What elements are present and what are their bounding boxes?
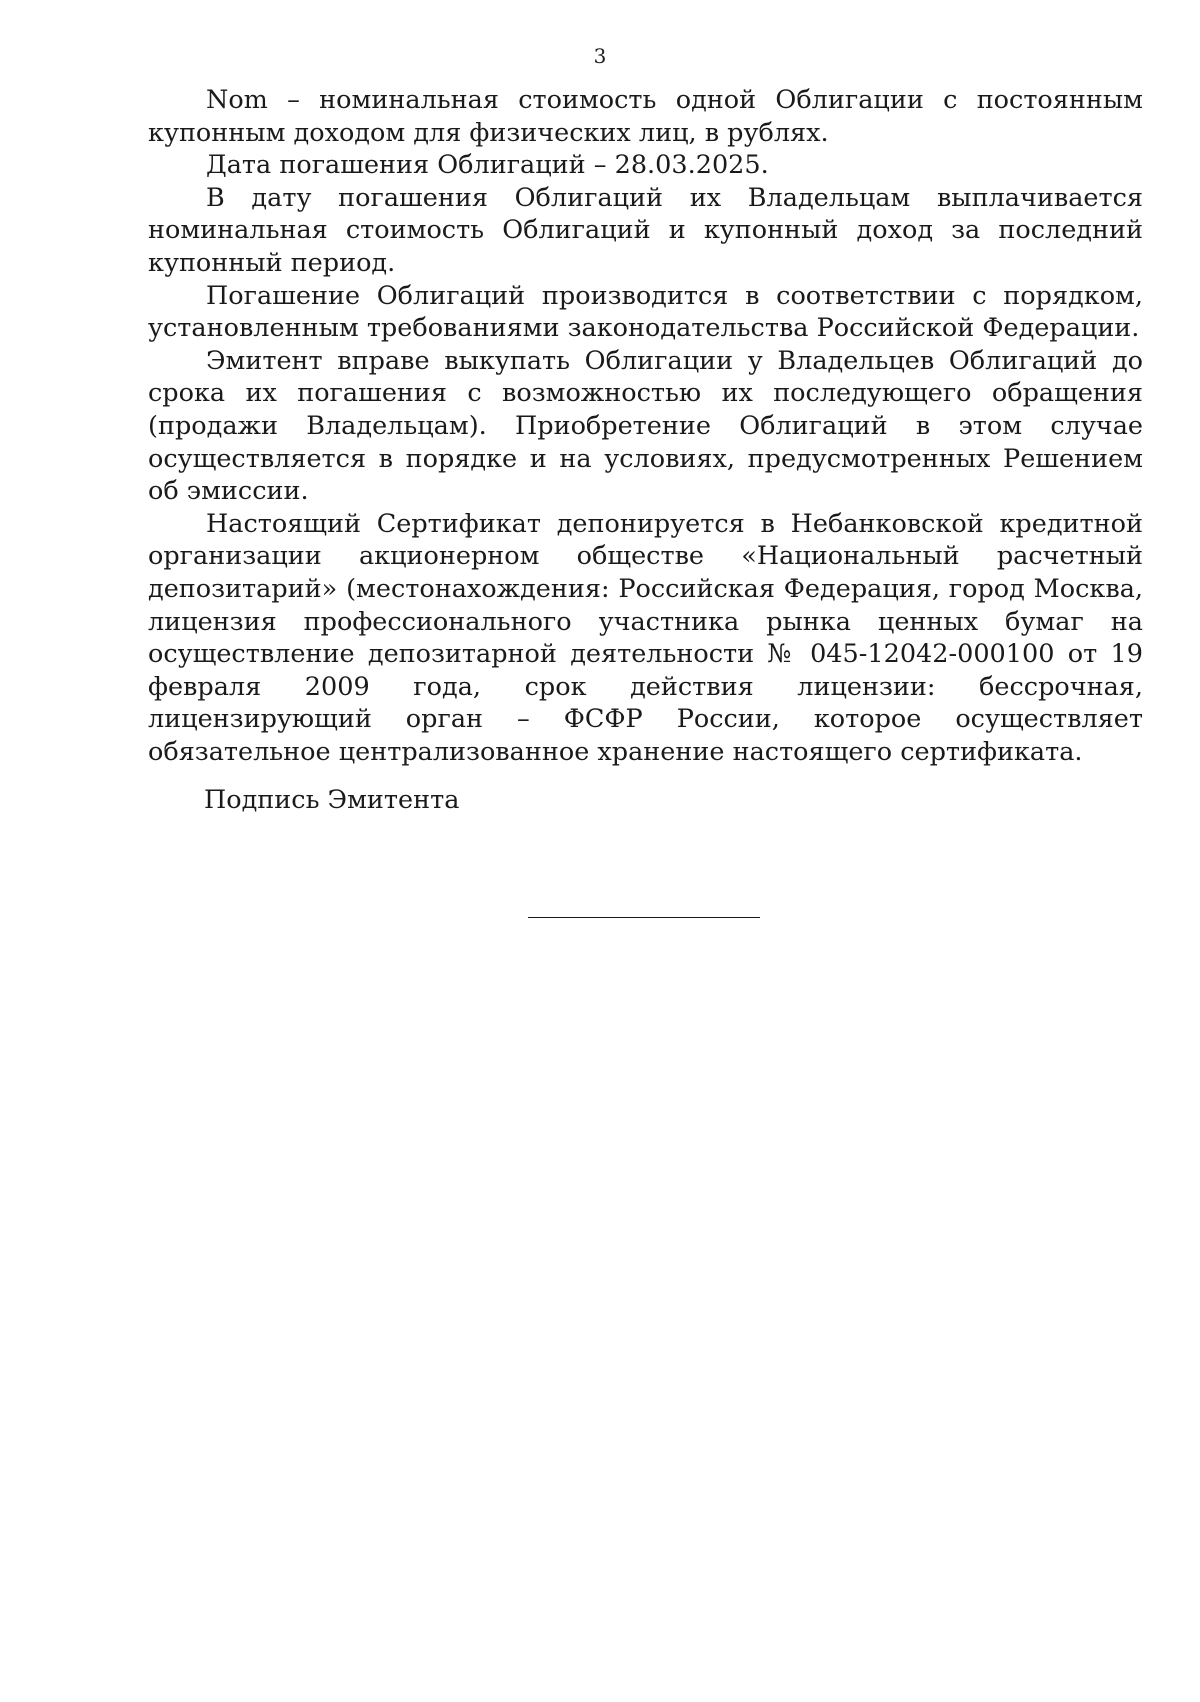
document-body (148, 84, 1143, 768)
paragraph-buyback: Эмитент вправе выкупать Облигации у Владельцев Облигаций до срока их погашения с возможностью их последующего обращения (продажи Владельцам). Приобретение Облигаций в этом случае осуществляется в порядке и на условиях, предусмотренных Решением об эмиссии. (148, 345, 1143, 507)
signature-label: Подпись Эмитента (204, 785, 460, 815)
paragraph-nominal-value: Nom – номинальная стоимость одной Облигации с постоянным купонным доходом для физических лиц, в рублях. (148, 85, 1143, 148)
page-number: 3 (593, 44, 607, 68)
paragraph-depository: Настоящий Сертификат депонируется в Небанковской кредитной организации акционерном обществе «Национальный расчетный депозитарий» (местонахождения: Российская Федерация, город Москва, лицензия профессионального участника рынка ценных бумаг на осуществление депозитарной деятельности № 045-12042-000100 от 19 февраля 2009 года, срок действия лицензии: бессрочная, лицензирующий орган – ФСФР России, которое осуществляет обязательное централизованное хранение настоящего сертификата. (148, 508, 1143, 767)
signature-line (528, 917, 760, 918)
paragraph-redemption-procedure: Погашение Облигаций производится в соответствии с порядком, установленным требованиями законодательства Российской Федерации. (148, 280, 1143, 344)
paragraph-redemption-payment: В дату погашения Облигаций их Владельцам выплачивается номинальная стоимость Облигаций и купонный доход за последний купонный период. (148, 182, 1143, 278)
paragraph-redemption-date: Дата погашения Облигаций – 28.03.2025. (206, 150, 769, 181)
